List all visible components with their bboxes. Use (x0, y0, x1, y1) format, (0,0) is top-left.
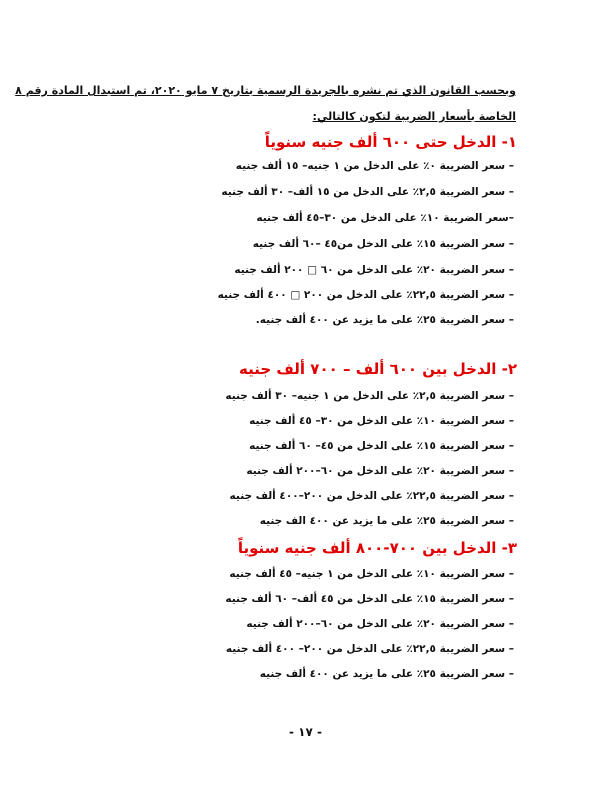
section-3-item: – سعر الضريبة ١٠٪ على الدخل من ١ جنيه– ٤٥ ألف جنيه (229, 568, 514, 580)
section-3-item: – سعر الضريبة ٢٠٪ على الدخل من ٦٠–٢٠٠ ألف جنيه (246, 618, 514, 630)
page-number: - ١٧ - (289, 725, 322, 739)
section-2-item: – سعر الضريبة ٢٢,٥٪ على الدخل من ٢٠٠–٤٠٠ ألف جنيه (229, 490, 514, 502)
section-1-item: –سعر الضريبة ١٠٪ على الدخل من ٣٠–٤٥ ألف جنيه (256, 212, 514, 224)
section-2-item: – سعر الضريبة ٢٠٪ على الدخل من ٦٠–٢٠٠ ألف جنيه (246, 465, 514, 477)
section-2-item: – سعر الضريبة ١٥٪ على الدخل من ٤٥– ٦٠ ألف جنيه (249, 440, 514, 452)
section-2-item: – سعر الضريبة ٢٥٪ على ما يزيد عن ٤٠٠ الف جنيه (259, 515, 514, 527)
intro-line-1: وبحسب القانون الذي تم نشره بالجريدة الرسمية بتاريخ ٧ مايو ٢٠٢٠، تم استبدال المادة رقم ٨ (15, 84, 516, 97)
section-1-item: – سعر الضريبة ٢٢,٥٪ على الدخل من ٢٠٠ □ ٤٠٠ ألف جنيه (217, 289, 514, 301)
section-1-item: – سعر الضريبة ١٥٪ على الدخل من٤٥ –٦٠ ألف جنيه (252, 238, 514, 250)
section-1-item: – سعر الضريبة ٢٥٪ على ما يزيد عن ٤٠٠ ألف جنيه. (255, 314, 514, 326)
section-3-item: – سعر الضريبة ٢٥٪ على ما يزيد عن ٤٠٠ ألف جنيه (259, 668, 514, 680)
section-1-item: – سعر الضريبة ٢٠٪ على الدخل من ٦٠ □ ٢٠٠ ألف جنيه (234, 264, 514, 276)
intro-line-2: الخاصة بأسعار الضريبة لتكون كالتالي: (312, 110, 516, 123)
section-2-heading: ٢- الدخل بين ٦٠٠ ألف – ٧٠٠ ألف جنيه (239, 360, 517, 378)
section-1-item: – سعر الضريبة ٠٪ على الدخل من ١ جنيه– ١٥ ألف جنيه (235, 160, 514, 172)
section-3-heading: ٣- الدخل بين ٧٠٠-٨٠٠ ألف جنيه سنوياً (237, 539, 517, 557)
section-2-item: – سعر الضريبة ١٠٪ على الدخل من ٣٠– ٤٥ ألف جنيه (249, 415, 514, 427)
section-2-item: – سعر الضريبة ٢,٥٪ على الدخل من ١ جنيه– ٣٠ ألف جنيه (225, 390, 514, 402)
section-1-item: – سعر الضريبة ٢,٥٪ على الدخل من ١٥ ألف– ٣٠ ألف جنيه (221, 186, 514, 198)
section-3-item: – سعر الضريبة ٢٢,٥٪ على الدخل من ٢٠٠– ٤٠٠ ألف جنيه (225, 643, 514, 655)
section-3-item: – سعر الضريبة ١٥٪ على الدخل من ٤٥ ألف– ٦٠ ألف جنيه (225, 593, 514, 605)
section-1-heading: ١- الدخل حتى ٦٠٠ ألف جنيه سنوياً (264, 133, 517, 151)
